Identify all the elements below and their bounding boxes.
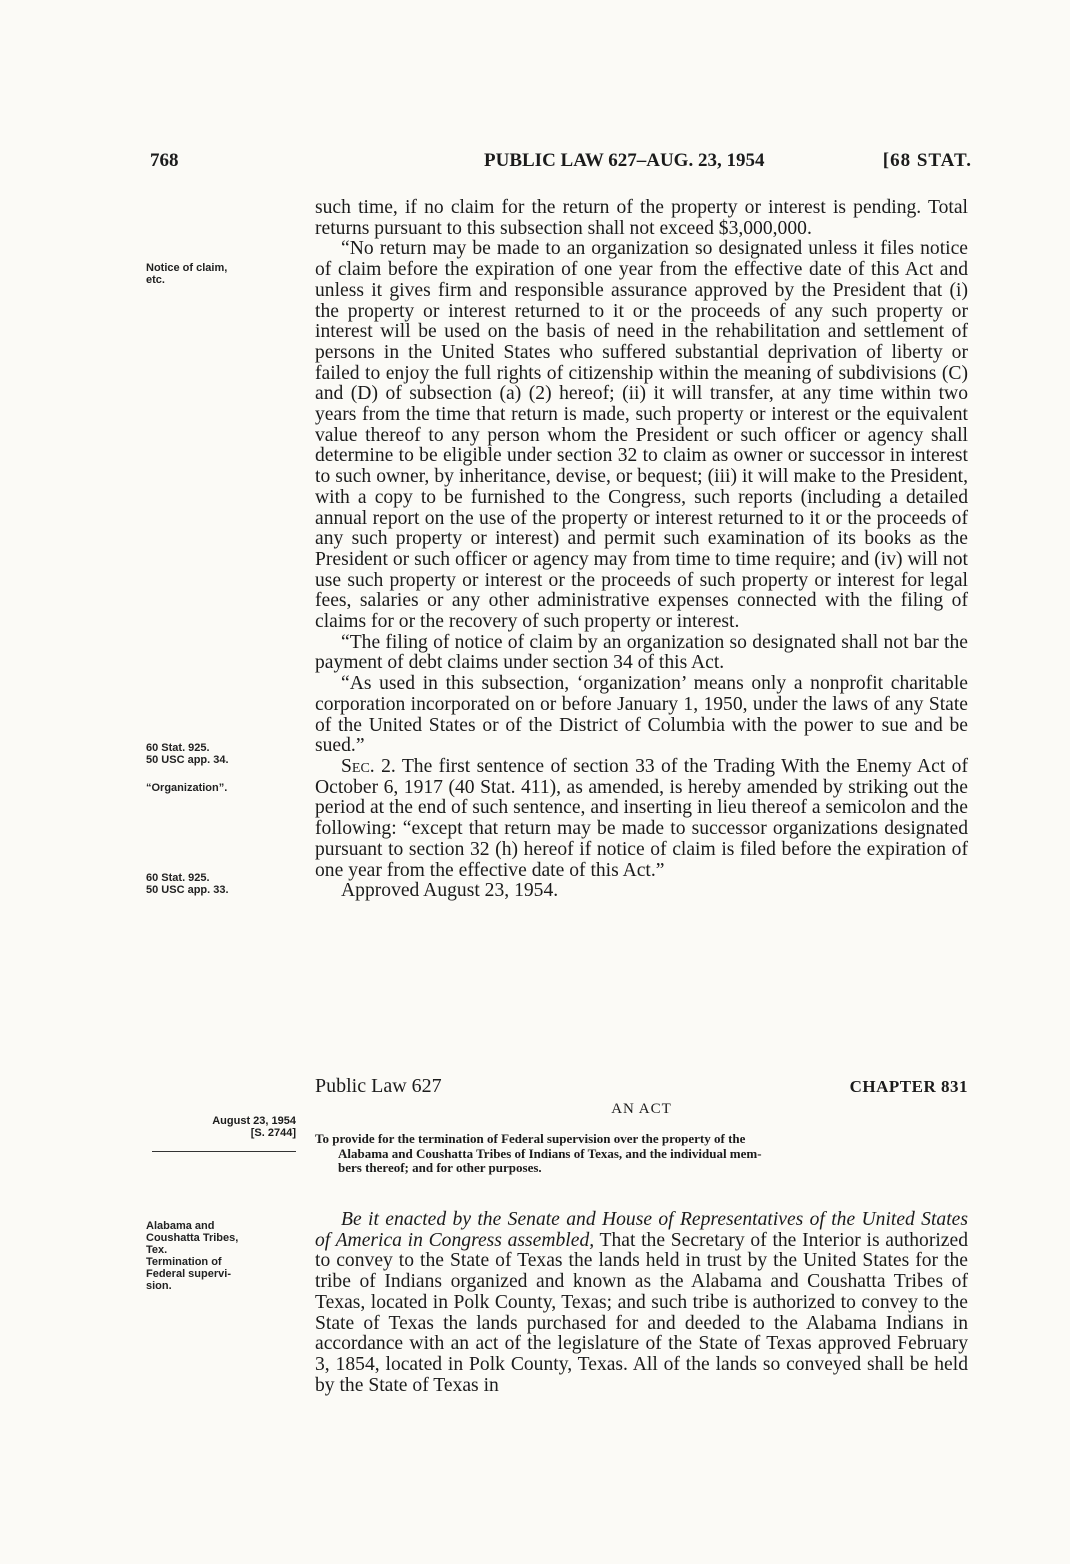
- bill-number: [S. 2744]: [250, 1127, 296, 1139]
- sec2-text: The first sentence of section 33 of the Trading With the Enemy Act of October 6, 1917 (40 Stat. 411), as amended, is hereby amended by striking out the period at the end of such sentence, and inserting in lieu thereof a semicolon and the following: “except that return may be made to successor organizations designated pursuant to section 32 (h) hereof if notice of claim is filed before the expiration of one year from the effective date of this Act.”: [315, 755, 969, 881]
- filing-paragraph: “The filing of notice of claim by an organization so designated shall not bar the payment of debt claims under section 34 of this Act.: [315, 631, 968, 674]
- sec2-paragraph: [315, 757, 968, 881]
- law-heading: [315, 1075, 968, 1099]
- purpose-line: To provide for the termination of Federal supervision over the property of the: [315, 1131, 746, 1146]
- bill-rule: [152, 1141, 296, 1152]
- margin-note-organization: [146, 782, 304, 794]
- margin-note-line: Alabama and: [146, 1220, 215, 1232]
- an-act-heading: AN ACT: [611, 1101, 672, 1117]
- bill-reference: [152, 1115, 296, 1152]
- margin-note-line: 50 USC app. 33.: [146, 884, 229, 896]
- bill-date: August 23, 1954: [212, 1115, 296, 1127]
- enacting-paragraph: [315, 1210, 968, 1396]
- organization-paragraph: “As used in this subsection, ‘organization’ means only a nonprofit charitable corporation incorporated on or before January 1, 1950, under the laws of any State of the United States or of the District of Columbia with the power to sue and be sued.”: [315, 673, 968, 757]
- margin-note-line: 60 Stat. 925.: [146, 872, 210, 884]
- margin-note-stat-34: [146, 742, 304, 766]
- chapter-number: CHAPTER 831: [849, 1077, 968, 1096]
- final-text: That the Secretary of the Interior is authorized to convey to the State of Texas the lands held in trust by the United States for the tribe of Indians organized and known as the Alabama and Coushatta Tribes of Texas, located in Polk County, Texas; and such tribe is authorized to convey to the State of Texas the lands purchased for and deeded to the Alabama Indians in accordance with an act of the legislature of the State of Texas approved February 3, 1854, located in Polk County, Texas. All of the lands so conveyed shall be held by the State of Texas in: [315, 1229, 968, 1396]
- act-purpose: [315, 1132, 968, 1176]
- enacting-clause: Be it enacted by the Senate and House of Representatives of the United States of America in Congress assembled,: [315, 1209, 968, 1251]
- margin-note-line: etc.: [146, 274, 165, 286]
- margin-note-stat-33: [146, 872, 304, 896]
- margin-note-line: sion.: [146, 1280, 172, 1292]
- running-title: PUBLIC LAW 627–AUG. 23, 1954: [484, 150, 765, 171]
- margin-note-line: “Organization”.: [146, 782, 228, 794]
- body-text-lower: [315, 1210, 968, 1396]
- purpose-line: bers thereof; and for other purposes.: [338, 1160, 542, 1175]
- continuation-paragraph: such time, if no claim for the return of the property or interest is pending. Total returns pursuant to this subsection shall not exceed $3,000,000.: [315, 197, 968, 239]
- public-law-number: Public Law 627: [315, 1075, 442, 1097]
- body-text-upper: [315, 198, 968, 902]
- margin-note-line: Federal supervi-: [146, 1268, 231, 1280]
- page-number: 768: [150, 150, 179, 171]
- margin-note-line: 60 Stat. 925.: [146, 742, 210, 754]
- margin-note-line: Tex.: [146, 1244, 168, 1256]
- margin-note-alabama: [146, 1220, 304, 1292]
- margin-note-line: Coushatta Tribes,: [146, 1232, 239, 1244]
- purpose-line: Alabama and Coushatta Tribes of Indians of Texas, and the individual mem-: [338, 1145, 762, 1161]
- statute-volume: [68 STAT.: [882, 150, 972, 171]
- margin-note-line: Notice of claim,: [146, 262, 228, 274]
- margin-note-line: Termination of: [146, 1256, 222, 1268]
- approved-line: Approved August 23, 1954.: [341, 880, 559, 902]
- section-label: Sec. 2.: [341, 755, 396, 777]
- margin-note-line: 50 USC app. 34.: [146, 754, 229, 766]
- notice-paragraph: “No return may be made to an organization so designated unless it files notice of claim before the expiration of one year from the effective date of this Act and unless it gives firm and responsible assurance approved by the President that (i) the property or interest returned to it or the proceeds of any such property or interest will be used on the basis of need in the rehabilitation and settlement of persons in the United States who suffered substantial deprivation of liberty or failed to enjoy the full rights of citizenship within the meaning of subdivisions (C) and (D) of subsection (a) (2) hereof; (ii) it will transfer, at any time within two years from the time that return is made, such property or interest or the equivalent value thereof to any person whom the President or such officer or agency shall determine to be eligible under section 32 to claim as owner or successor in interest to such owner, by inheritance, devise, or bequest; (iii) it will make to the President, with a copy to be furnished to the Congress, such reports (including a detailed annual report on the use of the property or interest returned to it or the proceeds of any such property or interest) and permit such examination of its books as the President or such officer or agency may from time to time require; and (iv) will not use such property or interest or the proceeds of such property or interest for legal fees, salaries or any other administrative expenses connected with the filing of claims for or the recovery of such property or interest.: [315, 238, 968, 633]
- page-header: [150, 150, 972, 174]
- margin-note-notice: [146, 262, 304, 286]
